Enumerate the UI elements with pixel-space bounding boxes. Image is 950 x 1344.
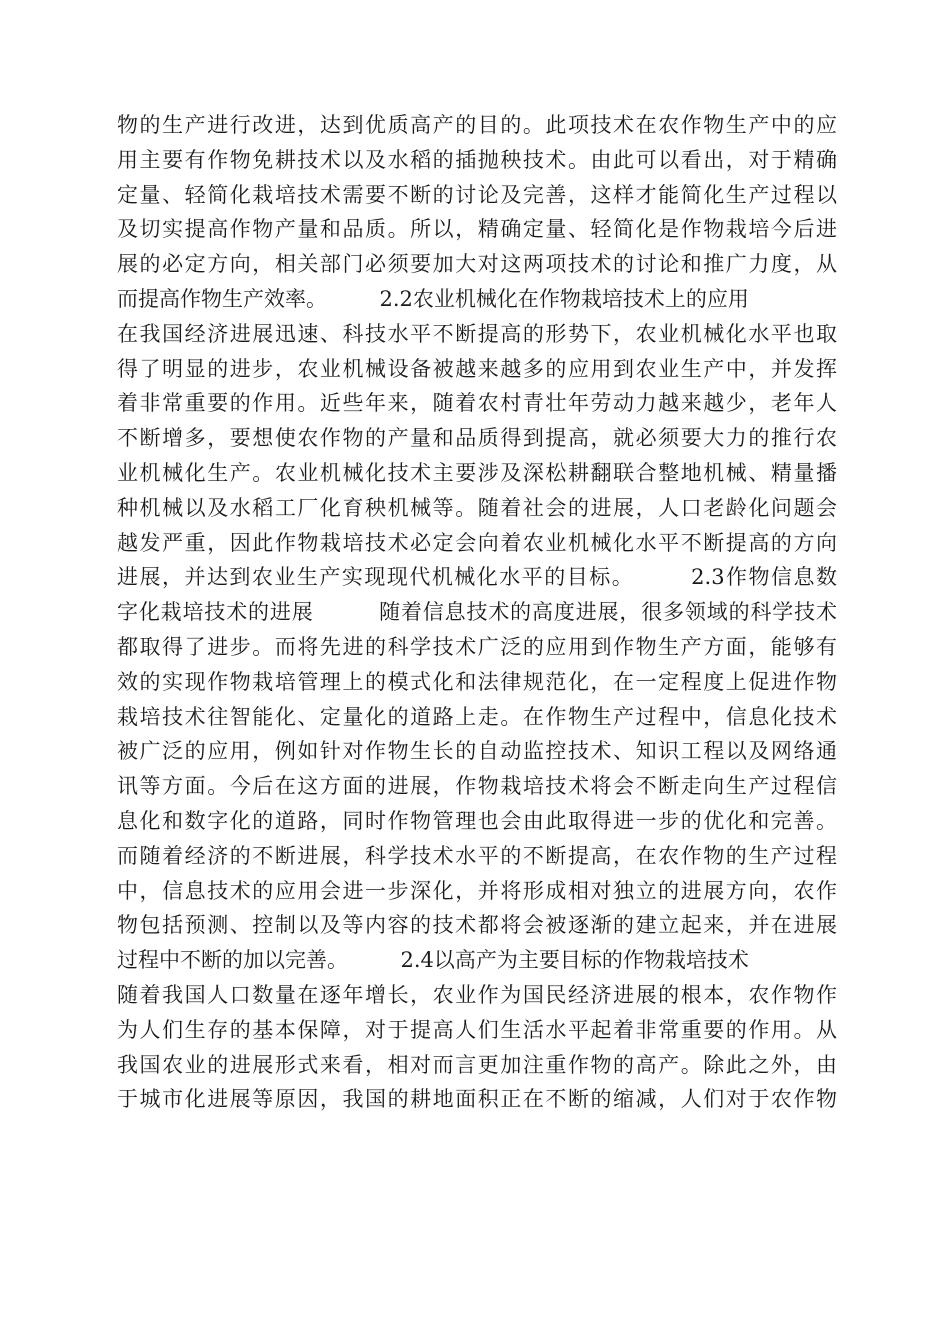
text-line: 得了明显的进步，农业机械设备被越来越多的应用到农业生产中，并发挥 <box>117 356 837 381</box>
text-line: 我国农业的进展形式来看，相对而言更加注重作物的高产。除此之外，由 <box>117 1052 837 1077</box>
text-line: 为人们生存的基本保障，对于提高人们生活水平起着非常重要的作用。从 <box>117 1017 837 1042</box>
text-line: 字化栽培技术的进展 随着信息技术的高度进展，很多领域的科学技术 <box>117 600 837 625</box>
text-line: 不断增多，要想使农作物的产量和品质得到提高，就必须要大力的推行农 <box>117 426 837 451</box>
text-line: 着非常重要的作用。近些年来，随着农村青壮年劳动力越来越少，老年人 <box>117 391 837 416</box>
text-line: 被广泛的应用，例如针对作物生长的自动监控技术、知识工程以及网络通 <box>117 739 837 764</box>
text-line: 讯等方面。今后在这方面的进展，作物栽培技术将会不断走向生产过程信 <box>117 774 837 799</box>
text-line: 进展，并达到农业生产实现现代机械化水平的目标。 2.3作物信息数 <box>117 565 837 590</box>
text-line: 随着我国人口数量在逐年增长，农业作为国民经济进展的根本，农作物作 <box>117 982 837 1007</box>
text-line: 栽培技术往智能化、定量化的道路上走。在作物生产过程中，信息化技术 <box>117 704 837 729</box>
text-line: 及切实提高作物产量和品质。所以，精确定量、轻简化是作物栽培今后进 <box>117 217 837 242</box>
text-line: 中，信息技术的应用会进一步深化，并将形成相对独立的进展方向，农作 <box>117 878 837 903</box>
text-line: 种机械以及水稻工厂化育秧机械等。随着社会的进展，人口老龄化问题会 <box>117 495 837 520</box>
text-line: 业机械化生产。农业机械化技术主要涉及深松耕翻联合整地机械、精量播 <box>117 460 837 485</box>
text-line: 息化和数字化的道路，同时作物管理也会由此取得进一步的优化和完善。 <box>117 808 837 833</box>
text-line: 在我国经济进展迅速、科技水平不断提高的形势下，农业机械化水平也取 <box>117 321 837 346</box>
text-line: 展的必定方向，相关部门必须要加大对这两项技术的讨论和推广力度，从 <box>117 252 837 277</box>
text-line: 效的实现作物栽培管理上的模式化和法律规范化，在一定程度上促进作物 <box>117 669 837 694</box>
text-line: 物包括预测、控制以及等内容的技术都将会被逐渐的建立起来，并在进展 <box>117 913 837 938</box>
text-line: 过程中不断的加以完善。 2.4以高产为主要目标的作物栽培技术 <box>117 948 749 973</box>
text-line: 物的生产进行改进，达到优质高产的目的。此项技术在农作物生产中的应 <box>117 113 837 137</box>
text-line: 用主要有作物免耕技术以及水稻的插抛秧技术。由此可以看出，对于精确 <box>117 147 837 172</box>
text-line: 而随着经济的不断进展，科学技术水平的不断提高，在农作物的生产过程 <box>117 843 837 868</box>
text-line: 于城市化进展等原因，我国的耕地面积正在不断的缩减，人们对于农作物 <box>117 1087 837 1112</box>
text-line: 越发严重，因此作物栽培技术必定会向着农业机械化水平不断提高的方向 <box>117 530 837 555</box>
text-line: 定量、轻简化栽培技术需要不断的讨论及完善，这样才能简化生产过程以 <box>117 182 837 207</box>
text-line: 都取得了进步。而将先进的科学技术广泛的应用到作物生产方面，能够有 <box>117 634 837 659</box>
text-line: 而提高作物生产效率。 2.2农业机械化在作物栽培技术上的应用 <box>117 286 749 311</box>
body-text <box>117 108 837 1117</box>
